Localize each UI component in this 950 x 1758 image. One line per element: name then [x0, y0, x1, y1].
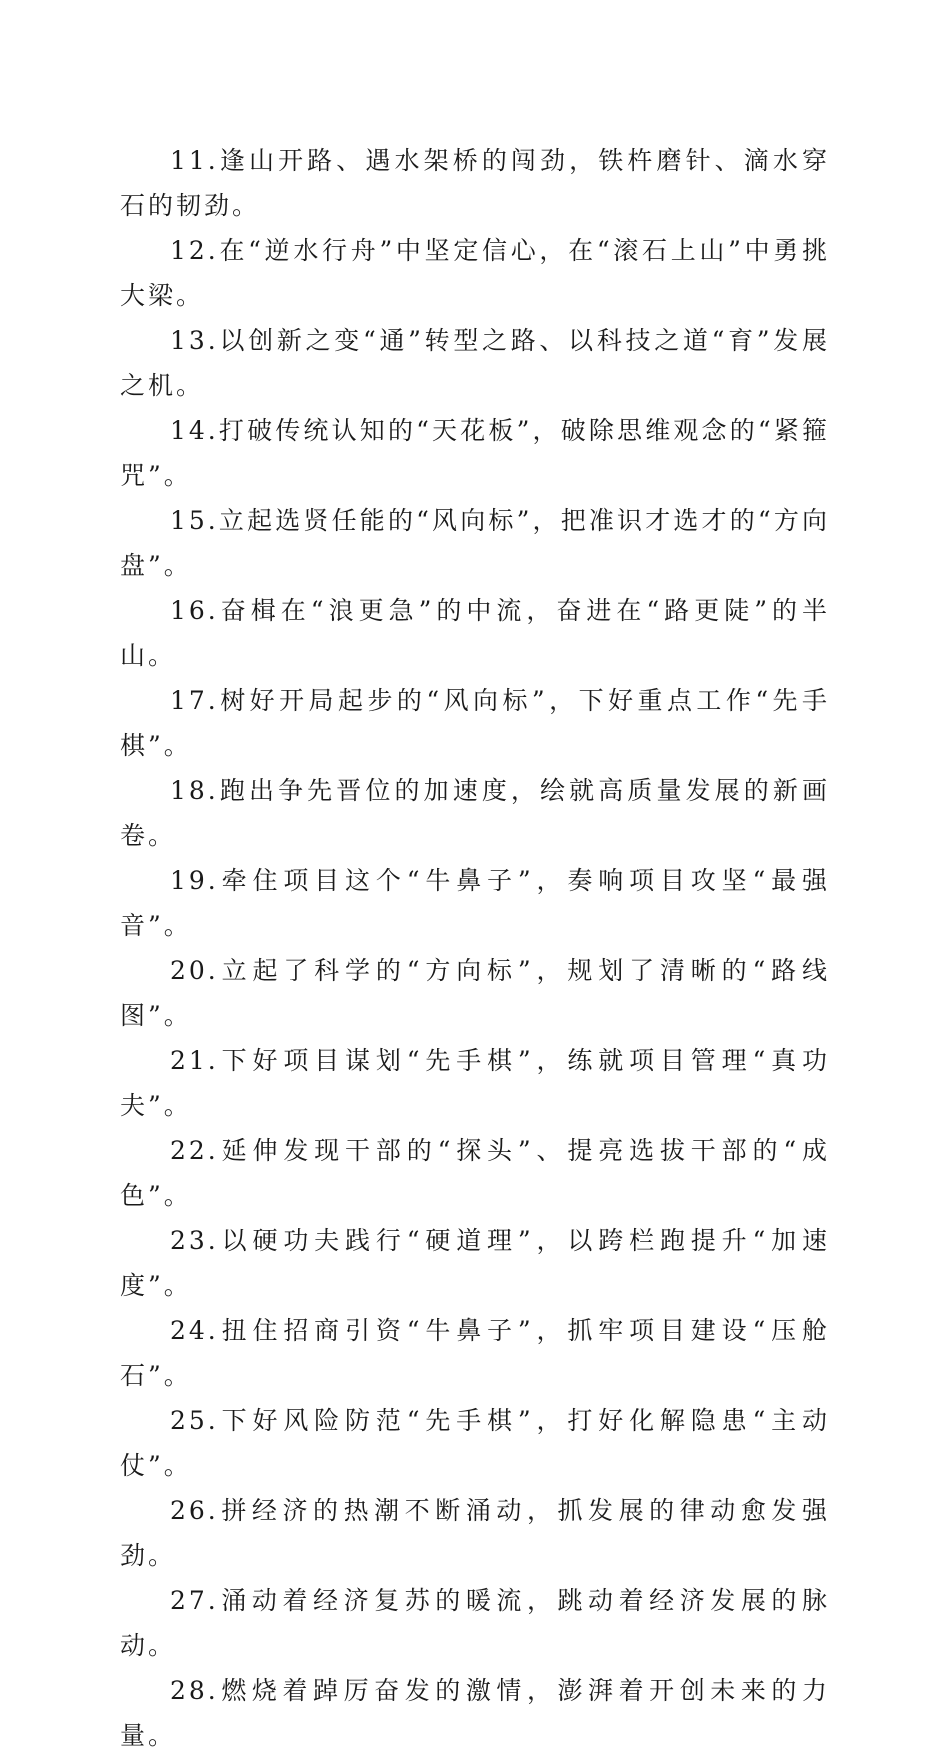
list-item: 21.下好项目谋划“先手棋”，练就项目管理“真功夫”。: [120, 1046, 830, 1120]
list-item: 13.以创新之变“通”转型之路、以科技之道“育”发展之机。: [120, 326, 830, 400]
list-item: 23.以硬功夫践行“硬道理”，以跨栏跑提升“加速度”。: [120, 1226, 830, 1300]
list-item: 16.奋楫在“浪更急”的中流，奋进在“路更陡”的半山。: [120, 596, 830, 670]
list-item: 24.扭住招商引资“牛鼻子”，抓牢项目建设“压舱石”。: [120, 1316, 830, 1390]
list-item: 25.下好风险防范“先手棋”，打好化解隐患“主动仗”。: [120, 1406, 830, 1480]
list-item: 22.延伸发现干部的“探头”、提亮选拔干部的“成色”。: [120, 1136, 830, 1210]
document-body: [120, 138, 830, 1758]
list-item: 20.立起了科学的“方向标”，规划了清晰的“路线图”。: [120, 956, 830, 1030]
list-item: 15.立起选贤任能的“风向标”，把准识才选才的“方向盘”。: [120, 506, 830, 580]
list-item: 18.跑出争先晋位的加速度，绘就高质量发展的新画卷。: [120, 776, 830, 850]
list-item: 11.逢山开路、遇水架桥的闯劲，铁杵磨针、滴水穿石的韧劲。: [120, 146, 830, 220]
list-item: 26.拼经济的热潮不断涌动，抓发展的律动愈发强劲。: [120, 1496, 830, 1570]
list-item: 14.打破传统认知的“天花板”，破除思维观念的“紧箍咒”。: [120, 416, 830, 490]
list-item: 12.在“逆水行舟”中坚定信心，在“滚石上山”中勇挑大梁。: [120, 236, 830, 310]
list-item: 27.涌动着经济复苏的暖流，跳动着经济发展的脉动。: [120, 1586, 830, 1660]
list-item: 17.树好开局起步的“风向标”，下好重点工作“先手棋”。: [120, 686, 830, 760]
list-item: 19.牵住项目这个“牛鼻子”，奏响项目攻坚“最强音”。: [120, 866, 830, 940]
list-item: 28.燃烧着踔厉奋发的激情，澎湃着开创未来的力量。: [120, 1676, 830, 1750]
